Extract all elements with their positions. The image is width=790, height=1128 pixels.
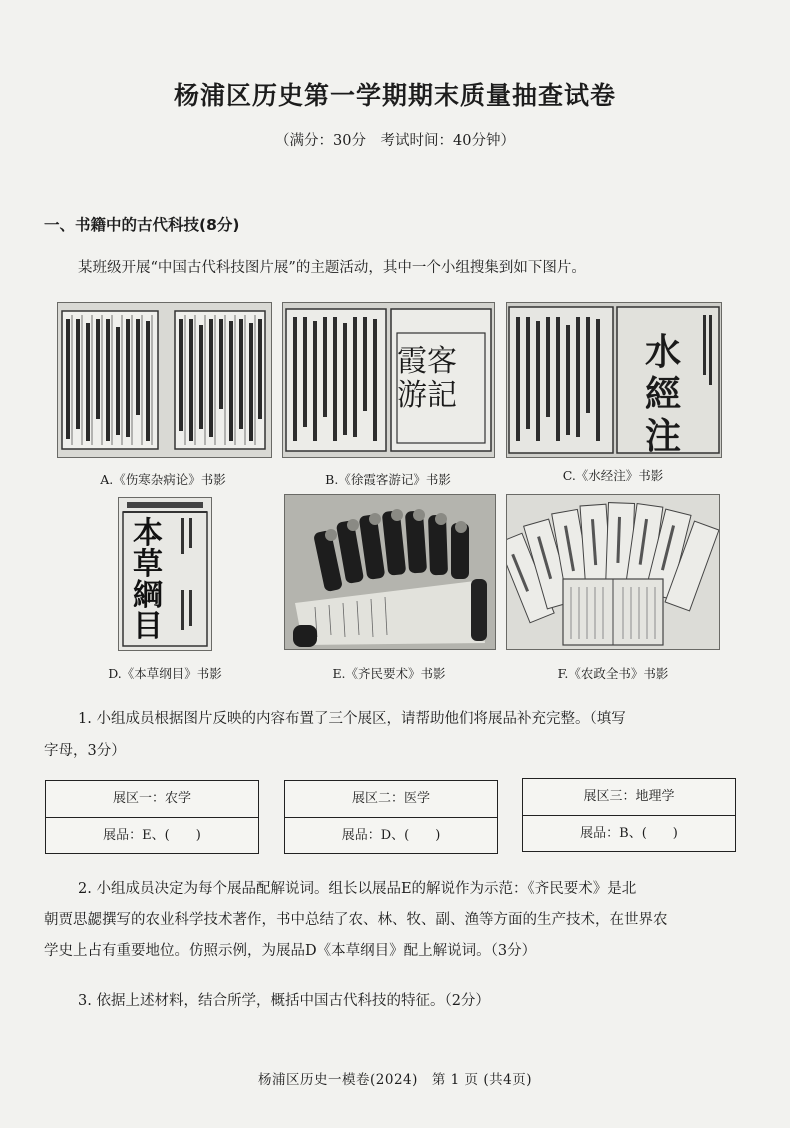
image-b-cover-text: 霞客游記 — [397, 344, 457, 413]
caption-c: C.《水经注》书影 — [562, 468, 664, 483]
exam-title: 杨浦区历史第一学期期末质量抽查试卷 — [173, 81, 616, 110]
question-1-line2: 字母，3分） — [44, 743, 126, 759]
exhibit-zone-medicine — [284, 780, 498, 854]
image-b-xuxiake — [282, 302, 495, 458]
exhibit-items-answer[interactable]: 展品：D、( ) — [341, 828, 441, 843]
caption-f: F.《农政全书》书影 — [557, 666, 669, 681]
exhibit-zone-geography — [522, 778, 736, 852]
caption-d: D.《本草纲目》书影 — [108, 666, 222, 681]
caption-e: E.《齐民要术》书影 — [332, 666, 446, 681]
section-heading: 一、书籍中的古代科技(8分) — [44, 216, 240, 234]
caption-a: A.《伤寒杂病论》书影 — [100, 472, 226, 487]
exhibit-items-answer[interactable]: 展品：B、( ) — [580, 826, 678, 841]
caption-b: B.《徐霞客游记》书影 — [325, 472, 451, 487]
question-2-line2: 朝贾思勰撰写的农业科学技术著作，书中总结了农、林、牧、副、渔等方面的生产技术，在世界农 — [44, 912, 668, 928]
exhibit-zone-agriculture — [45, 780, 259, 854]
exhibit-zone-label: 展区二：医学 — [285, 781, 497, 818]
exhibit-zone-label: 展区三：地理学 — [523, 779, 735, 816]
image-c-shuijingzhu — [506, 302, 722, 458]
image-d-bencao — [118, 497, 212, 651]
section-intro: 某班级开展“中国古代科技图片展”的主题活动，其中一个小组搜集到如下图片。 — [78, 260, 586, 276]
image-e-qimin — [284, 494, 496, 650]
question-2-line3: 学史上占有重要地位。仿照示例，为展品D《本草纲目》配上解说词。（3分） — [44, 943, 537, 959]
question-2-line1: 2. 小组成员决定为每个展品配解说词。组长以展品E的解说作为示范：《齐民要术》是北 — [78, 881, 637, 897]
exam-subtitle: （满分：30分 考试时间：40分钟） — [275, 133, 515, 149]
image-c-cover-text: 水經注 — [645, 331, 682, 457]
page-footer: 杨浦区历史一模卷(2024) 第 1 页 (共4页) — [258, 1072, 532, 1088]
question-1-line1: 1. 小组成员根据图片反映的内容布置了三个展区，请帮助他们将展品补充完整。（填写 — [78, 711, 626, 727]
exhibit-zone-label: 展区一：农学 — [46, 781, 258, 818]
image-f-nongzheng — [506, 494, 720, 650]
exhibit-items-answer[interactable]: 展品：E、( ) — [103, 828, 201, 843]
image-d-cover-text: 本草綱目 — [133, 516, 163, 644]
image-a-shanghan — [57, 302, 272, 458]
question-3: 3. 依据上述材料，结合所学，概括中国古代科技的特征。（2分） — [78, 993, 490, 1009]
